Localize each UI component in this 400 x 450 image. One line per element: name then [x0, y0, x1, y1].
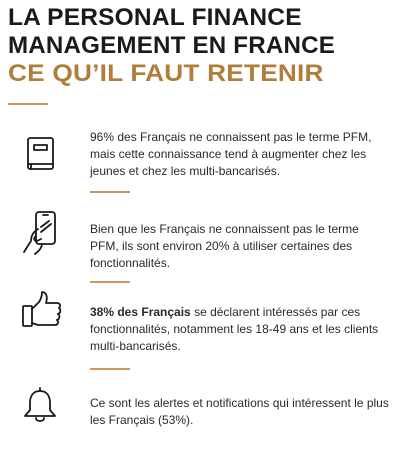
item-3-text: 38% des Français se déclarent intéressés par ces fonctionnalités, notamment les 18-49 ans et les clients multi-bancarisés.: [90, 305, 379, 353]
page-subtitle: CE QU’IL FAUT RETENIR: [8, 60, 324, 87]
item-2-divider: [90, 281, 130, 283]
bell-icon: [20, 385, 60, 425]
title-block: [8, 4, 398, 88]
item-1-text: 96% des Français ne connaissent pas le terme PFM, mais cette connaissance tend à augmenter chez les jeunes et chez les multi-bancarisés.: [90, 130, 372, 178]
item-2-text: Bien que les Français ne connaissent pas le terme PFM, ils sont environ 20% à utiliser certaines des fonctionnalités.: [90, 222, 359, 270]
smartphone-hand-icon: [18, 210, 62, 256]
header-divider: [8, 103, 48, 105]
item-1-divider: [90, 191, 130, 193]
page-title-line-1: LA PERSONAL FINANCE: [8, 4, 302, 31]
thumbs-up-icon: [20, 288, 64, 332]
item-3-divider: [90, 368, 130, 370]
item-4-text: Ce sont les alertes et notifications qui intéressent le plus les Français (53%).: [90, 396, 389, 427]
page-title-line-2: MANAGEMENT EN FRANCE: [8, 32, 336, 59]
book-icon: [20, 133, 62, 175]
